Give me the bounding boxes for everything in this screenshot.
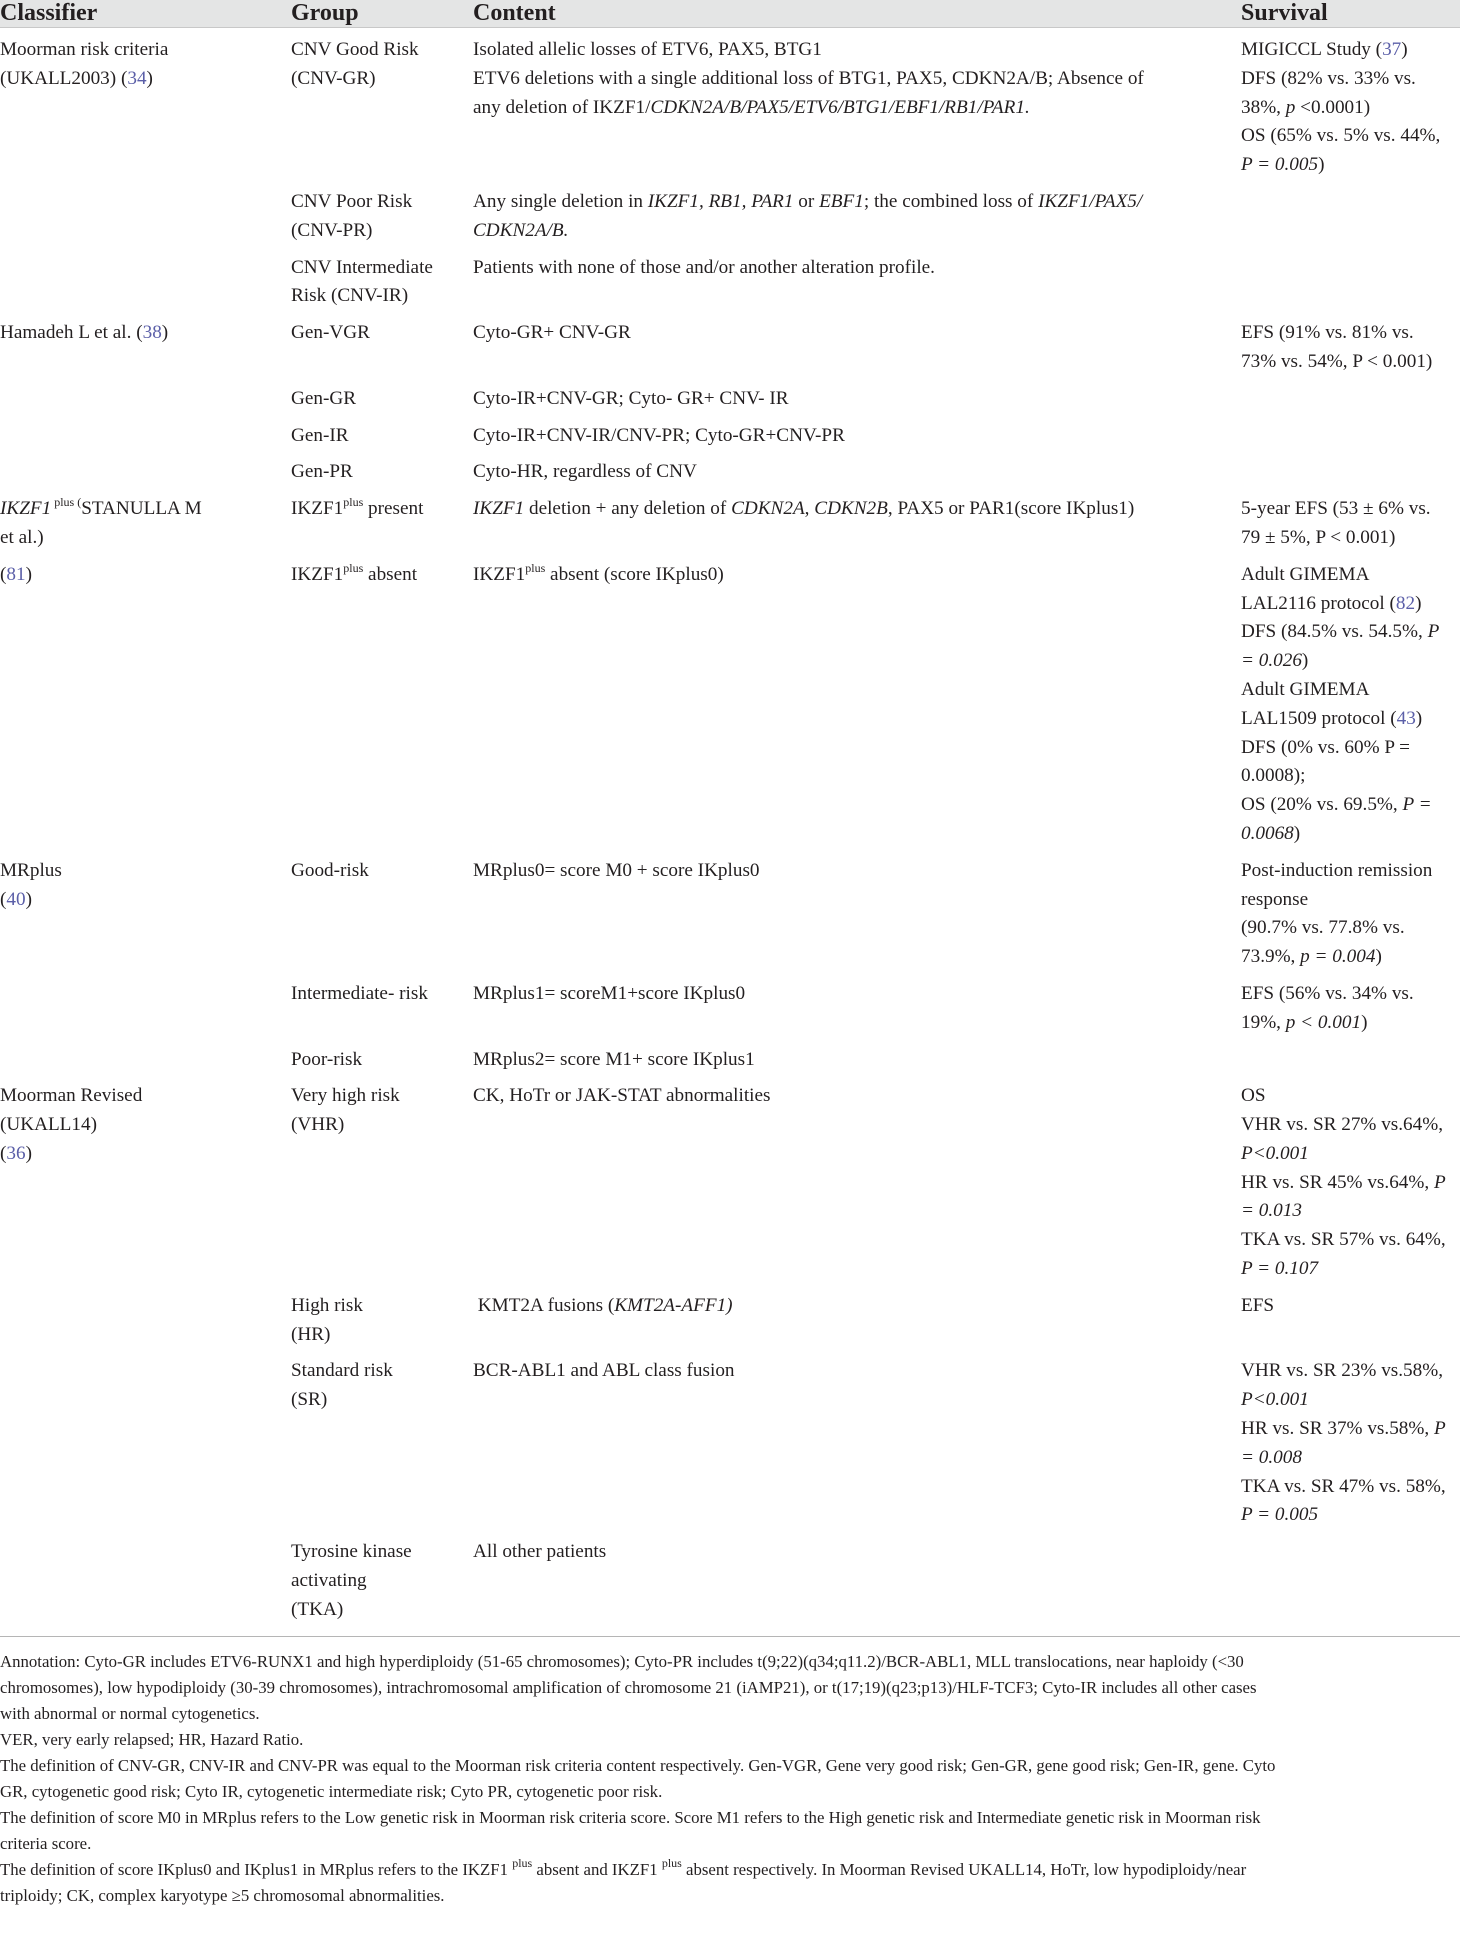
group-cell: Gen-IR (291, 424, 349, 446)
classifier-cell (0, 1046, 291, 1083)
content-cell: Cyto-GR+ CNV-GR (473, 322, 631, 344)
group-cell (291, 1292, 473, 1358)
classifier-cell (0, 980, 291, 1046)
content-cell: Cyto-IR+CNV-IR/CNV-PR; Cyto-GR+CNV-PR (473, 424, 845, 446)
survival-line: DFS (84.5% vs. 54.5%, P (1241, 621, 1440, 643)
group-cell (291, 1082, 473, 1292)
survival-line: HR vs. SR 37% vs.58%, P (1241, 1418, 1446, 1440)
classifier-cell (0, 1082, 291, 1292)
classifier-cell (0, 1292, 291, 1358)
content-cell: All other patients (473, 1541, 607, 1563)
survival-line: VHR vs. SR 27% vs.64%, (1241, 1114, 1444, 1136)
group-line: Risk (CNV-IR) (291, 285, 409, 307)
survival-cell (1241, 254, 1460, 320)
citation-link[interactable]: 36 (6, 1142, 26, 1164)
survival-cell (1241, 1082, 1460, 1292)
table-footnotes (0, 1649, 1460, 1909)
group-line: CNV Intermediate (291, 256, 433, 278)
group-line: Tyrosine kinase (291, 1541, 412, 1563)
survival-cell: EFS (1241, 1294, 1275, 1316)
survival-line: 0.0008); (1241, 765, 1306, 787)
classifier-cell (0, 188, 291, 254)
survival-line: = 0.013 (1241, 1200, 1302, 1222)
table-row (0, 1538, 1460, 1632)
header-content: Content (473, 0, 1241, 28)
table-row (0, 495, 1460, 561)
group-cell (291, 1538, 473, 1632)
table-bottom-rule (0, 1636, 1460, 1637)
group-line: (TKA) (291, 1598, 344, 1620)
group-cell (291, 28, 473, 188)
survival-line: P = 0.005 (1241, 1504, 1319, 1526)
table-row (0, 1357, 1460, 1538)
survival-cell (1241, 561, 1460, 857)
survival-line: DFS (0% vs. 60% P = (1241, 736, 1410, 758)
classifier-line: et al.) (0, 526, 44, 548)
group-cell: Intermediate- risk (291, 982, 428, 1004)
survival-line: EFS (56% vs. 34% vs. (1241, 982, 1414, 1004)
content-cell (473, 188, 1241, 254)
group-cell: Poor-risk (291, 1048, 363, 1070)
group-cell (291, 254, 473, 320)
survival-line: P<0.001 (1241, 1142, 1309, 1164)
survival-line: = 0.008 (1241, 1446, 1302, 1468)
group-line: (CNV-PR) (291, 219, 373, 241)
classifier-cell: Hamadeh L et al. (38) (0, 322, 169, 344)
footnote-annotation: Annotation: Cyto-GR includes ETV6-RUNX1 and high hyperdiploidy (51-65 chromosomes); Cyto-PR includes t(9;22)(q34;q11.2)/BCR-ABL1, MLL translocations, near haploidy (<30 chromosomes), low hypodiploidy (30-39 chromosomes), intrachromosomal amplification of chromosome 21 (iAMP21), or t(17;19)(q23;p13)/HLF-TCF3; Cyto-IR includes all other cases with abnormal or normal cytogenetics. (0, 1652, 1257, 1723)
footnote-mrplus-definition: The definition of score M0 in MRplus refers to the Low genetic risk in Moorman risk criteria score. Score M1 refers to the High genetic risk and Intermediate genetic risk in Moorman risk criteria score. (0, 1808, 1261, 1853)
group-cell: $IKZF1^{plus}$ present (291, 495, 424, 520)
survival-line: Post-induction remission (1241, 859, 1433, 881)
citation-link[interactable]: 43 (1396, 707, 1416, 729)
classifier-line: Moorman Revised (0, 1085, 143, 1107)
survival-line: HR vs. SR 45% vs.64%, P (1241, 1171, 1446, 1193)
citation-link[interactable]: 37 (1382, 39, 1402, 60)
group-cell (291, 188, 473, 254)
survival-cell (1241, 385, 1460, 422)
survival-cell (1241, 1538, 1460, 1632)
content-cell: CK, HoTr or JAK-STAT abnormalities (473, 1085, 771, 1107)
survival-cell (1241, 458, 1460, 495)
citation-link[interactable]: 34 (127, 67, 147, 89)
survival-cell (1241, 28, 1460, 188)
survival-line: P = 0.107 (1241, 1258, 1319, 1280)
content-cell: $IKZF1^{plus}$ absent (score IKplus0) (473, 560, 724, 585)
content-cell: MRplus2= score M1+ score IKplus1 (473, 1048, 755, 1070)
survival-line: OS (65% vs. 5% vs. 44%, (1241, 125, 1441, 147)
survival-line: TKA vs. SR 57% vs. 64%, (1241, 1229, 1446, 1251)
classifier-line: (36) (0, 1142, 32, 1164)
survival-line: OS (20% vs. 69.5%, P = (1241, 794, 1432, 816)
citation-link[interactable]: 82 (1395, 592, 1416, 614)
group-line: (VHR) (291, 1114, 345, 1136)
survival-cell (1241, 422, 1460, 459)
survival-line: 73% vs. 54%, P < 0.001) (1241, 350, 1433, 372)
content-line: Isolated allelic losses of ETV6, PAX5, BTG1 (473, 39, 822, 60)
survival-line: DFS (82% vs. 33% vs. (1241, 67, 1416, 89)
classifier-cell: (81) (0, 563, 32, 585)
header-group: Group (291, 0, 473, 28)
table-row (0, 422, 1460, 459)
content-cell: Cyto-IR+CNV-GR; Cyto- GR+ CNV- IR (473, 387, 789, 409)
table-row (0, 561, 1460, 857)
survival-line: LAL1509 protocol (43) (1241, 707, 1423, 729)
classifier-cell (0, 1538, 291, 1632)
group-line: activating (291, 1570, 367, 1592)
group-line: (CNV-GR) (291, 67, 376, 89)
group-line: (HR) (291, 1323, 331, 1345)
content-cell: Cyto-HR, regardless of CNV (473, 461, 697, 483)
table-header-row (0, 0, 1460, 28)
content-line: any deletion of IKZF1/CDKN2A/B/PAX5/ETV6/BTG1/EBF1/RB1/PAR1. (473, 96, 1030, 118)
citation-link[interactable]: 38 (142, 322, 162, 344)
survival-line: Adult GIMEMA (1241, 678, 1370, 700)
content-cell (473, 28, 1241, 188)
survival-cell (1241, 188, 1460, 254)
survival-line: TKA vs. SR 47% vs. 58%, (1241, 1475, 1446, 1497)
citation-link[interactable]: 81 (6, 563, 26, 585)
content-cell: KMT2A fusions (KMT2A-AFF1) (473, 1294, 733, 1316)
survival-cell (1241, 1046, 1460, 1083)
survival-line: P = 0.005) (1241, 154, 1325, 176)
table-row (0, 1292, 1460, 1358)
survival-cell (1241, 857, 1460, 980)
table-row (0, 188, 1460, 254)
classifier-cell (0, 254, 291, 320)
footnote-cnv-definition: The definition of CNV-GR, CNV-IR and CNV-PR was equal to the Moorman risk criteria content respectively. Gen-VGR, Gene very good risk; Gen-GR, gene good risk; Gen-IR, gene. Cyto GR, cytogenetic good risk; Cyto IR, cytogenetic intermediate risk; Cyto PR, cytogenetic poor risk. (0, 1756, 1276, 1801)
group-line: Very high risk (291, 1085, 400, 1107)
classifier-line: (UKALL2003) (34) (0, 67, 153, 89)
content-cell: Patients with none of those and/or another alteration profile. (473, 256, 935, 278)
survival-line: = 0.026) (1241, 650, 1309, 672)
survival-line: 79 ± 5%, P < 0.001) (1241, 526, 1396, 548)
survival-line: 38%, p <0.0001) (1241, 96, 1371, 118)
table-row (0, 254, 1460, 320)
classifier-cell (0, 422, 291, 459)
content-cell: IKZF1 deletion + any deletion of CDKN2A, CDKN2B, PAX5 or PAR1(score IKplus1) (473, 498, 1135, 520)
group-cell: Good-risk (291, 859, 369, 881)
footnote-ikplus-definition: The definition of score IKplus0 and IKplus1 in MRplus refers to the IKZF1 $^{plus}$ absent and IKZF1 $^{plus}$ absent respectively. In Moorman Revised UKALL14, HoTr, low hypodiploidy/near triploidy; CK, complex karyotype ≥5 chromosomal abnormalities. (0, 1856, 1247, 1905)
survival-line: P<0.001 (1241, 1389, 1309, 1411)
classifier-line: IKZF1 $^{plus (}$STANULLA M (0, 495, 202, 520)
survival-cell (1241, 980, 1460, 1046)
content-cell: MRplus0= score M0 + score IKplus0 (473, 859, 760, 881)
survival-line: LAL2116 protocol (82) (1241, 592, 1422, 614)
classifier-cell (0, 458, 291, 495)
content-line: Any single deletion in IKZF1, RB1, PAR1 or EBF1; the combined loss of IKZF1/PAX5/ (473, 190, 1143, 212)
classifier-cell (0, 495, 291, 561)
classifier-line: MRplus (0, 859, 62, 881)
group-line: (SR) (291, 1389, 328, 1411)
classifier-line: Moorman risk criteria (0, 39, 169, 60)
table-row (0, 458, 1460, 495)
header-classifier: Classifier (0, 0, 291, 28)
survival-line: Adult GIMEMA (1241, 563, 1370, 585)
citation-link[interactable]: 40 (6, 888, 26, 910)
group-cell (291, 1357, 473, 1538)
group-line: CNV Good Risk (291, 39, 419, 60)
survival-line: 19%, p < 0.001) (1241, 1011, 1368, 1033)
survival-line: EFS (91% vs. 81% vs. (1241, 322, 1414, 344)
survival-cell (1241, 319, 1460, 385)
survival-line: OS (1241, 1085, 1266, 1107)
classifier-cell (0, 28, 291, 188)
classifier-line: (40) (0, 888, 32, 910)
content-cell: MRplus1= scoreM1+score IKplus0 (473, 982, 746, 1004)
classifier-line: (UKALL14) (0, 1114, 97, 1136)
group-line: CNV Poor Risk (291, 190, 413, 212)
table-row (0, 385, 1460, 422)
table-row (0, 319, 1460, 385)
header-survival: Survival (1241, 0, 1460, 28)
group-line: High risk (291, 1294, 363, 1316)
content-line: CDKN2A/B. (473, 219, 569, 241)
survival-line: MIGICCL Study (37) (1241, 39, 1408, 60)
survival-line: (90.7% vs. 77.8% vs. (1241, 917, 1405, 939)
group-cell: Gen-PR (291, 461, 353, 483)
survival-line: 73.9%, p = 0.004) (1241, 946, 1382, 968)
group-cell: Gen-GR (291, 387, 357, 409)
survival-line: VHR vs. SR 23% vs.58%, (1241, 1360, 1444, 1382)
footnote-abbreviations: VER, very early relapsed; HR, Hazard Ratio. (0, 1730, 304, 1749)
group-cell: Gen-VGR (291, 322, 370, 344)
content-line: ETV6 deletions with a single additional loss of BTG1, PAX5, CDKN2A/B; Absence of (473, 67, 1144, 89)
classifier-cell (0, 857, 291, 980)
table-row (0, 28, 1460, 188)
group-line: Standard risk (291, 1360, 393, 1382)
survival-line: 0.0068) (1241, 822, 1301, 844)
survival-line: 5-year EFS (53 ± 6% vs. (1241, 498, 1431, 520)
survival-cell (1241, 495, 1460, 561)
classifier-cell (0, 1357, 291, 1538)
survival-line: response (1241, 888, 1309, 910)
group-cell: $IKZF1^{plus}$ absent (291, 560, 418, 585)
survival-cell (1241, 1357, 1460, 1538)
table-row (0, 1082, 1460, 1292)
content-cell: BCR-ABL1 and ABL class fusion (473, 1360, 735, 1382)
table-row (0, 857, 1460, 980)
classifier-cell (0, 385, 291, 422)
table-row (0, 980, 1460, 1046)
table-row (0, 1046, 1460, 1083)
